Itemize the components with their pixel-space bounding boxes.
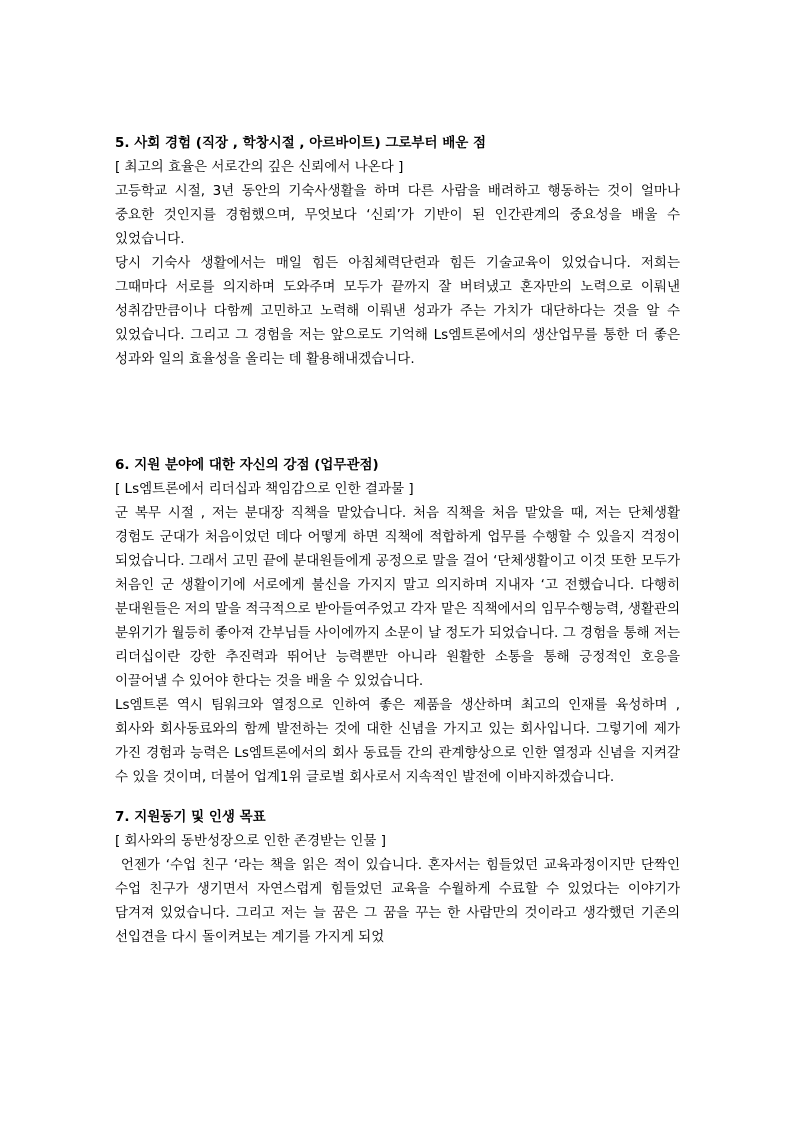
paragraph: Ls엠트론 역시 팀워크와 열정으로 인하여 좋은 제품을 생산하며 최고의 인재를 육성하며 , 회사와 회사동료와의 함께 발전하는 것에 대한 신념을 가지고 있는 회사입니다. 그렇기에 제가 가진 경험과 능력은 Ls엠트론에서의 회사 동료들 간의 관계향상으로 인한 열정과 신념을 지켜갈 수 있을 것이며, 더불어 업계1위 글로벌 회사로서 지속적인 발전에 이바지하겠습니다. (115, 697, 680, 785)
section-subtitle: [ 최고의 효율은 서로간의 깊은 신뢰에서 나온다 ] (115, 159, 404, 175)
section-spacer (115, 371, 680, 453)
paragraph: 고등학교 시절, 3년 동안의 기숙사생활을 하며 다른 사람을 배려하고 행동하는 것이 얼마나 중요한 것인지를 경험했으며, 무엇보다 ‘신뢰’가 기반이 된 인간관계의 중요성을 배울 수 있었습니다. (115, 183, 680, 247)
section-heading: 6. 지원 분야에 대한 자신의 강점 (업무관점) (115, 457, 379, 473)
paragraph: 군 복무 시절 , 저는 분대장 직책을 맡았습니다. 처음 직책을 처음 맡았을 때, 저는 단체생활 경험도 군대가 처음이었던 데다 어떻게 하면 직책에 적합하게 업무를 수행할 수 있을지 걱정이 되었습니다. 그래서 고민 끝에 분대원들에게 공정으로 말을 걸어 ‘단체생활이고 이것 또한 모두가 처음인 군 생활이기에 서로에게 불신을 가지지 말고 의지하며 지내자 ‘고 전했습니다. 다행히 분대원들은 저의 말을 적극적으로 받아들여주었고 각자 맡은 직책에서의 임무수행능력, 생활관의 분위기가 월등히 좋아져 간부님들 사이에까지 소문이 날 정도가 되었습니다. 그 경험을 통해 저는 리더십이란 강한 추진력과 뛰어난 능력뿐만 아니라 원활한 소통을 통해 긍정적인 호응을 이끌어낼 수 있어야 한다는 것을 배울 수 있었습니다. (115, 505, 680, 689)
section-subtitle: [ 회사와의 동반성장으로 인한 존경받는 인물 ] (115, 833, 387, 849)
section-social-experience (115, 131, 680, 371)
paragraph: 당시 기숙사 생활에서는 매일 힘든 아침체력단련과 힘든 기술교육이 있었습니다. 저희는 그때마다 서로를 의지하며 도와주며 모두가 끝까지 잘 버텨냈고 혼자만의 노력으로 이뤄낸 성취감만큼이나 다함께 고민하고 노력해 이뤄낸 성과가 주는 가치가 대단하다는 것을 알 수 있었습니다. 그리고 그 경험을 저는 앞으로도 기억해 Ls엠트론에서의 생산업무를 통한 더 좋은 성과와 일의 효율성을 올리는 데 활용해내겠습니다. (115, 255, 680, 367)
section-heading: 7. 지원동기 및 인생 목표 (115, 809, 266, 825)
section-subtitle: [ Ls엠트론에서 리더십과 책임감으로 인한 결과물 ] (115, 481, 414, 497)
document-content (115, 131, 685, 949)
section-heading: 5. 사회 경험 (직장 , 학창시절 , 아르바이트) 그로부터 배운 점 (115, 135, 487, 151)
section-motivation (115, 805, 685, 949)
section-strengths (115, 453, 680, 789)
section-spacer (115, 789, 680, 805)
paragraph: 언젠가 ‘수업 친구 ‘라는 책을 읽은 적이 있습니다. 혼자서는 힘들었던 교육과정이지만 단짝인 수업 친구가 생기면서 자연스럽게 힘들었던 교육을 수월하게 수료할 수 있었다는 이야기가 담겨져 있었습니다. 그리고 저는 늘 꿈은 그 꿈을 꾸는 한 사람만의 것이라고 생각했던 기존의 선입견을 다시 돌이켜보는 계기를 가지게 되었 (115, 857, 685, 945)
